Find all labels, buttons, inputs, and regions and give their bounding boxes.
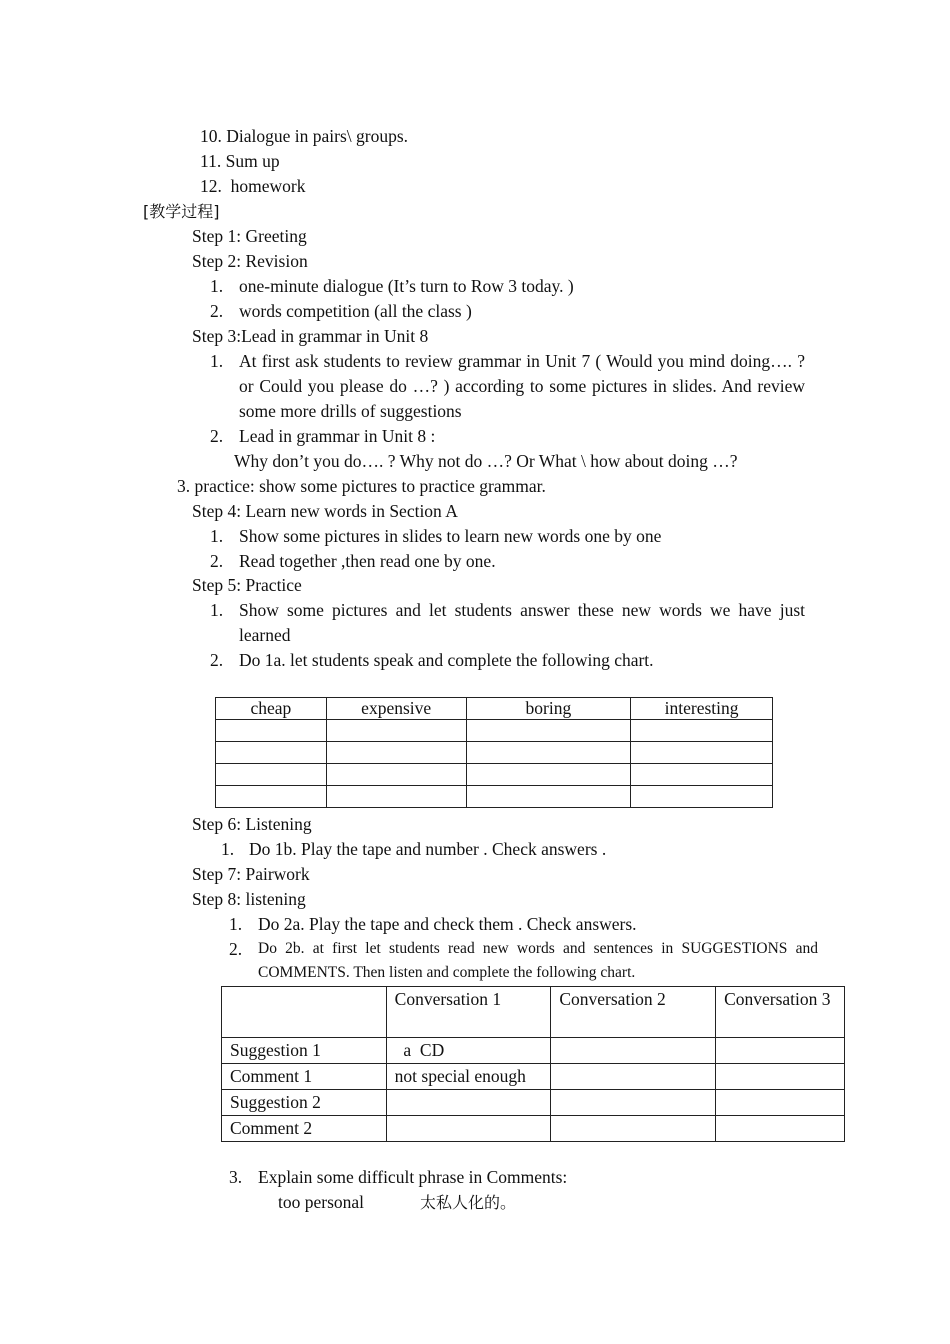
- table-cell: [551, 1038, 716, 1064]
- step-2-item-1: [210, 274, 574, 299]
- step-2-title: Step 2: Revision: [192, 251, 308, 271]
- intro-item-10: [200, 124, 408, 149]
- table-cell: [716, 1116, 845, 1142]
- item-text: Lead in grammar in Unit 8 :: [239, 426, 436, 446]
- table-header-row: [216, 698, 773, 720]
- table-cell: [386, 1090, 551, 1116]
- conversation-chart: [221, 986, 845, 1142]
- table-header-row: [222, 987, 845, 1038]
- intro-item-11: [200, 149, 280, 174]
- table-cell: not special enough: [386, 1064, 551, 1090]
- step-3-item-3: 3. practice: show some pictures to practice grammar.: [177, 476, 546, 496]
- step-2-item-2: [210, 299, 472, 324]
- item-number: 3.: [229, 1167, 243, 1187]
- item-number: 11.: [200, 151, 222, 171]
- item-number: 2.: [210, 301, 224, 321]
- table-cell: [716, 1038, 845, 1064]
- table-cell: [551, 1090, 716, 1116]
- row-label: Suggestion 1: [222, 1038, 387, 1064]
- item-text: Show some pictures in slides to learn new words one by one: [239, 526, 662, 546]
- header-cell: Conversation 1: [386, 987, 551, 1038]
- table-row: [216, 720, 773, 742]
- step-3-item-1-number: 1.: [210, 351, 224, 371]
- table-cell: [716, 1064, 845, 1090]
- step-4-item-1: [210, 524, 661, 549]
- step-4-item-2: [210, 549, 496, 574]
- table-cell: [326, 786, 466, 808]
- item-text: Do 1a. let students speak and complete the following chart.: [239, 650, 654, 670]
- table-cell: [466, 742, 631, 764]
- step-3-title: Step 3:Lead in grammar in Unit 8: [192, 326, 429, 346]
- step-6-item-1: [221, 837, 606, 862]
- section-heading: [教学过程]: [143, 202, 220, 221]
- item-text: Dialogue in pairs\ groups.: [226, 126, 409, 146]
- step-8-title: Step 8: listening: [192, 889, 306, 909]
- intro-item-12: [200, 174, 305, 199]
- table-row: [222, 1090, 845, 1116]
- table-cell: [466, 720, 631, 742]
- table-cell: [466, 764, 631, 786]
- header-cell: Conversation 2: [551, 987, 716, 1038]
- table-cell: [631, 786, 773, 808]
- item-number: 1.: [229, 914, 243, 934]
- item-text: Read together ,then read one by one.: [239, 551, 496, 571]
- table-cell: [216, 764, 327, 786]
- table-cell: [466, 786, 631, 808]
- table-cell: [326, 764, 466, 786]
- table-cell: [631, 764, 773, 786]
- table-cell: [551, 1116, 716, 1142]
- item-text: Sum up: [225, 151, 280, 171]
- item-text: Explain some difficult phrase in Comments:: [258, 1167, 568, 1187]
- header-cell: cheap: [216, 698, 327, 720]
- table-cell: a CD: [386, 1038, 551, 1064]
- step-1-title: Step 1: Greeting: [192, 226, 307, 246]
- step-3-item-2: [210, 424, 435, 449]
- row-label: Comment 1: [222, 1064, 387, 1090]
- table-cell: [326, 720, 466, 742]
- step-8-item-2-text: Do 2b. at first let students read new words and sentences in SUGGESTIONS and COMMENTS. Then listen and complete the following chart.: [258, 940, 818, 981]
- table-cell: [216, 720, 327, 742]
- table-cell: [216, 742, 327, 764]
- item-number: 1.: [221, 839, 235, 859]
- table-cell: [631, 742, 773, 764]
- step-7-title: Step 7: Pairwork: [192, 864, 310, 884]
- item-number: 12.: [200, 176, 222, 196]
- table-row: [216, 764, 773, 786]
- table-row: [222, 1064, 845, 1090]
- header-cell: interesting: [631, 698, 773, 720]
- phrase-meaning: 太私人化的。: [420, 1193, 517, 1212]
- item-text: Do 1b. Play the tape and number . Check answers .: [249, 839, 607, 859]
- header-cell: Conversation 3: [716, 987, 845, 1038]
- item-number: 1.: [210, 276, 224, 296]
- table-cell: [551, 1064, 716, 1090]
- step-6-title: Step 6: Listening: [192, 814, 312, 834]
- item-number: 2.: [210, 650, 224, 670]
- step-8-item-1: [229, 912, 637, 937]
- step-5-item-1-number: 1.: [210, 600, 224, 620]
- row-label: Suggestion 2: [222, 1090, 387, 1116]
- step-5-item-2: [210, 648, 654, 673]
- item-number: 1.: [210, 526, 224, 546]
- item-text: words competition (all the class ): [239, 301, 472, 321]
- table-cell: [326, 742, 466, 764]
- table-row: [216, 742, 773, 764]
- step-3-item-1-text: At first ask students to review grammar in Unit 7 ( Would you mind doing…. ? or Could you please do …? ) according to some pictures in slides. And review some more drills of suggestions: [239, 351, 805, 421]
- item-number: 10.: [200, 126, 222, 146]
- item-number: 2.: [210, 426, 224, 446]
- step-3-item-2-sub: Why don’t you do…. ? Why not do …? Or What \ how about doing …?: [234, 451, 738, 471]
- phrase-term: too personal: [278, 1192, 365, 1212]
- header-cell: [222, 987, 387, 1038]
- item-text: one-minute dialogue (It’s turn to Row 3 today. ): [239, 276, 574, 296]
- table-cell: [216, 786, 327, 808]
- table-row: [222, 1116, 845, 1142]
- item-number: 2.: [210, 551, 224, 571]
- step-5-title: Step 5: Practice: [192, 575, 302, 595]
- table-cell: [386, 1116, 551, 1142]
- header-cell: expensive: [326, 698, 466, 720]
- row-label: Comment 2: [222, 1116, 387, 1142]
- explain-item: [229, 1165, 567, 1190]
- header-cell: boring: [466, 698, 631, 720]
- table-row: [222, 1038, 845, 1064]
- step-8-item-2-number: 2.: [229, 939, 243, 959]
- item-text: homework: [226, 176, 306, 196]
- adjective-chart: [215, 697, 773, 808]
- item-text: Do 2a. Play the tape and check them . Check answers.: [258, 914, 637, 934]
- table-cell: [631, 720, 773, 742]
- table-cell: [716, 1090, 845, 1116]
- table-row: [216, 786, 773, 808]
- step-5-item-1-text: Show some pictures and let students answer these new words we have just learned: [239, 600, 805, 645]
- step-4-title: Step 4: Learn new words in Section A: [192, 501, 458, 521]
